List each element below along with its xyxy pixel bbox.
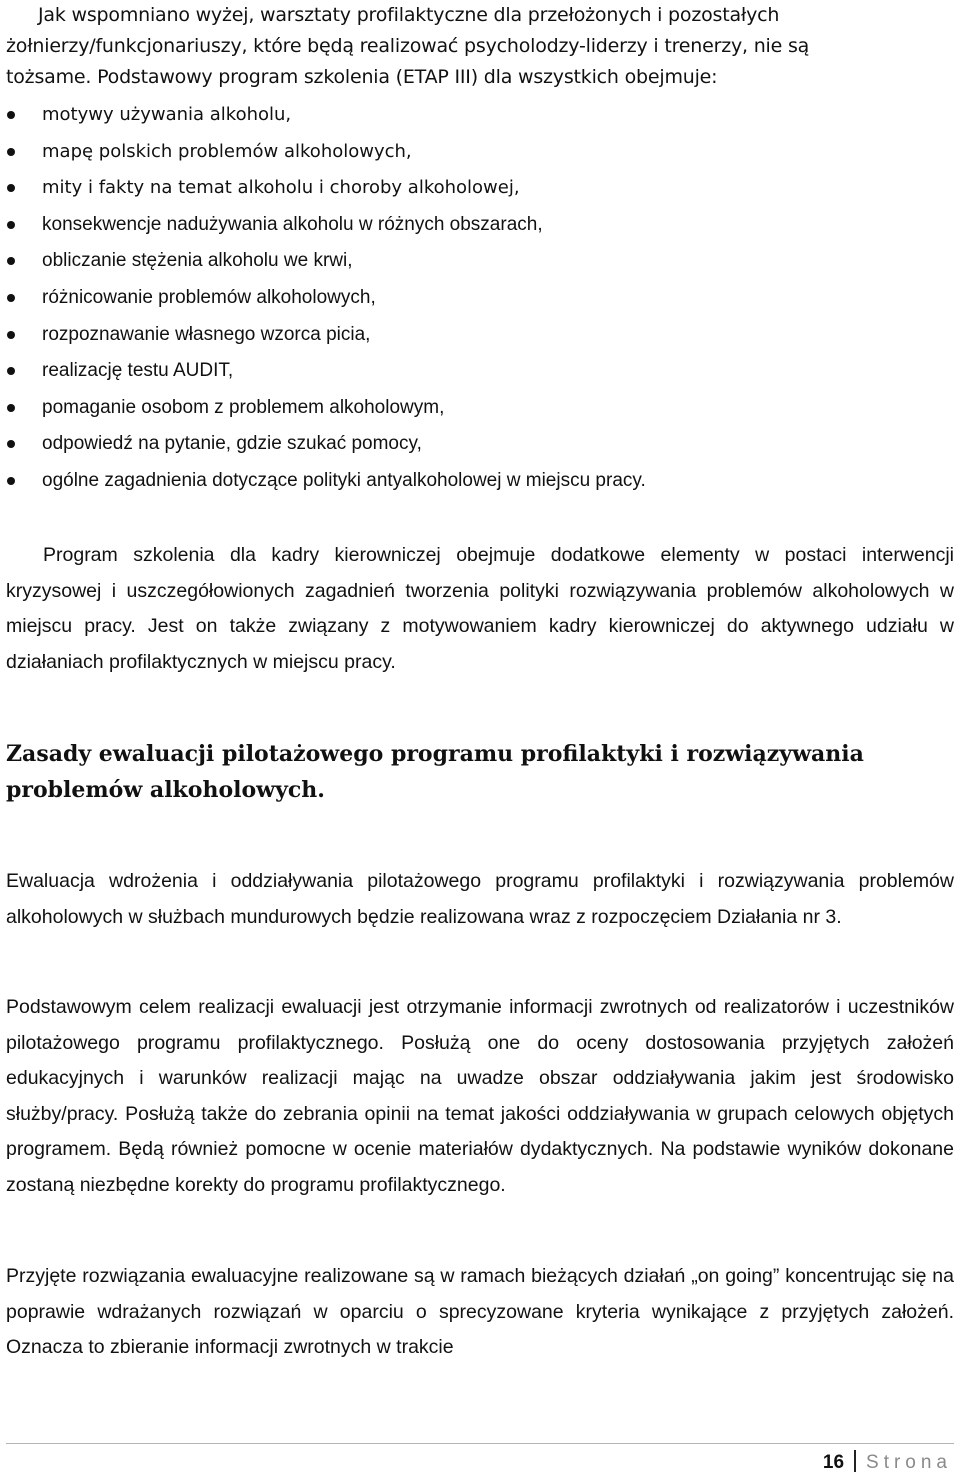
bullet-icon <box>7 148 15 156</box>
bullet-icon <box>7 294 15 302</box>
list-item-text: mity i fakty na temat alkoholu i choroby alkoholowej, <box>42 177 520 199</box>
evaluation-method-paragraph: Przyjęte rozwiązania ewaluacyjne realizowane są w ramach bieżących działań „on going” koncentrując się na poprawie wdrażanych rozwiązań w oparciu o sprecyzowane kryteria wynikające z przyjętych założeń. Oznacza to zbieranie informacji zwrotnych w trakcie <box>6 1265 954 1358</box>
list-item <box>0 280 950 317</box>
bullet-icon <box>7 477 15 485</box>
evaluation-start-paragraph: Ewaluacja wdrożenia i oddziaływania pilotażowego programu profilaktyki i rozwiązywania problemów alkoholowych w służbach mundurowych będzie realizowana wraz z rozpoczęciem Działania nr 3. <box>6 870 954 928</box>
list-item-text: obliczanie stężenia alkoholu we krwi, <box>42 250 353 272</box>
bullet-icon <box>7 367 15 375</box>
list-item <box>0 390 950 427</box>
list-item <box>0 97 950 134</box>
list-item <box>0 463 950 500</box>
intro-line-1: Jak wspomniano wyżej, warsztaty profilaktyczne dla przełożonych i pozostałych <box>38 4 780 26</box>
list-item-text: odpowiedź na pytanie, gdzie szukać pomocy, <box>42 433 422 455</box>
list-item-text: ogólne zagadnienia dotyczące polityki antyalkoholowej w miejscu pracy. <box>42 469 646 491</box>
training-topics-list <box>0 97 950 500</box>
list-item-text: motywy używania alkoholu, <box>42 104 292 125</box>
management-program-paragraph: Program szkolenia dla kadry kierowniczej obejmuje dodatkowe elementy w postaci interwencji kryzysowej i uszczegółowionych zagadnień tworzenia polityki rozwiązywania problemów alkoholowych w miejscu pracy. Jest on także związany z motywowaniem kadry kierowniczej do aktywnego udziału w działaniach profilaktycznych w miejscu pracy. <box>6 544 954 673</box>
section-heading: Zasady ewaluacji pilotażowego programu profilaktyki i rozwiązywania problemów alkoholowych. <box>6 741 864 803</box>
page-label: Strona <box>866 1452 952 1473</box>
page-footer <box>823 1450 952 1474</box>
footer-separator <box>854 1450 856 1472</box>
intro-line-2: żołnierzy/funkcjonariuszy, które będą realizować psycholodzy-liderzy i trenerzy, nie są <box>6 35 810 57</box>
list-item <box>0 353 950 390</box>
bullet-icon <box>7 111 15 119</box>
list-item-text: różnicowanie problemów alkoholowych, <box>42 286 376 308</box>
list-item <box>0 134 950 171</box>
list-item <box>0 426 950 463</box>
bullet-icon <box>7 184 15 192</box>
bullet-icon <box>7 331 15 339</box>
evaluation-goal-paragraph: Podstawowym celem realizacji ewaluacji jest otrzymanie informacji zwrotnych od realizatorów i uczestników pilotażowego programu profilaktycznego. Posłużą one do oceny dostosowania przyjętych założeń edukacyjnych i warunków realizacji mając na uwadze obszar oddziaływania jakim jest środowisko służby/pracy. Posłużą także do zebrania opinii na temat jakości oddziaływania w grupach celowych objętych programem. Będą również pomocne w ocenie materiałów dydaktycznych. Na podstawie wyników dokonane zostaną niezbędne korekty do programu profilaktycznego. <box>6 996 954 1196</box>
list-item-text: mapę polskich problemów alkoholowych, <box>42 140 412 162</box>
list-item-text: konsekwencje nadużywania alkoholu w różnych obszarach, <box>42 213 543 235</box>
list-item <box>0 317 950 354</box>
list-item <box>0 243 950 280</box>
list-item <box>0 170 950 207</box>
bullet-icon <box>7 221 15 229</box>
list-item-text: realizację testu AUDIT, <box>42 360 234 382</box>
intro-paragraph <box>6 0 954 93</box>
page-number: 16 <box>822 1452 845 1473</box>
bullet-icon <box>7 257 15 265</box>
bullet-icon <box>7 440 15 448</box>
intro-line-3: tożsame. Podstawowy program szkolenia (ETAP III) dla wszystkich obejmuje: <box>6 66 718 88</box>
list-item-text: pomaganie osobom z problemem alkoholowym, <box>42 396 445 418</box>
bullet-icon <box>7 404 15 412</box>
list-item <box>0 207 950 244</box>
list-item-text: rozpoznawanie własnego wzorca picia, <box>42 323 371 345</box>
footer-divider <box>6 1443 954 1444</box>
